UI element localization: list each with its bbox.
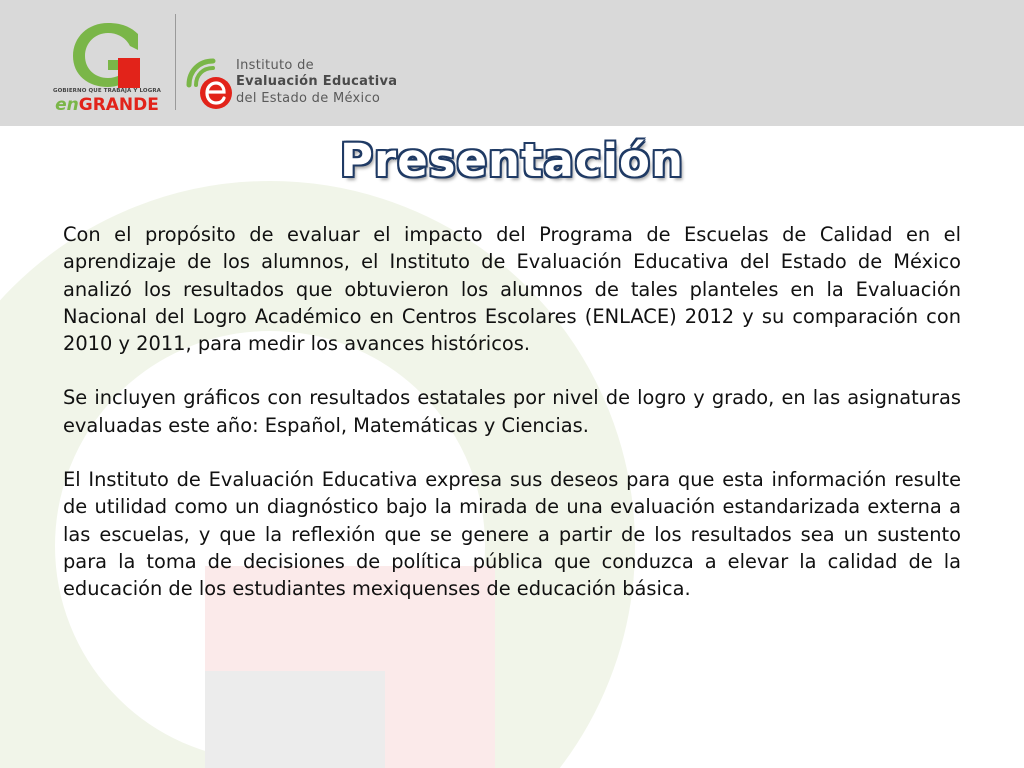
gov-logo-tagline: GOBIERNO QUE TRABAJA Y LOGRA bbox=[52, 88, 162, 94]
government-logo bbox=[46, 20, 168, 116]
institute-line-1: Instituto de bbox=[236, 58, 314, 73]
paragraph-3: El Instituto de Evaluación Educativa expresa sus deseos para que esta información resulte de utilidad como un diagnóstico bajo la mirada de una evaluación estandarizada externa a las escuelas, y que la reflexión que se genere a partir de los resultados sea un sustento para la toma de decisiones de política pública que conduzca a elevar la calidad de la educación de los estudiantes mexiquenses de educación básica. bbox=[63, 468, 961, 601]
gov-logo-brand bbox=[46, 95, 168, 115]
institute-name bbox=[236, 58, 397, 107]
paragraph-2: Se incluyen gráficos con resultados estatales por nivel de logro y grado, en las asignaturas evaluadas este año: Español, Matemáticas y Ciencias. bbox=[63, 386, 961, 437]
slide-header bbox=[0, 0, 1024, 126]
g-logo-icon bbox=[46, 20, 168, 90]
paragraph-1: Con el propósito de evaluar el impacto del Programa de Escuelas de Calidad en el aprendizaje de los alumnos, el Instituto de Evaluación Educativa del Estado de México analizó los resultados que obtuvieron los alumnos de tales planteles en la Evaluación Nacional del Logro Académico en Centros Escolares (ENLACE) 2012 y su comparación con 2010 y 2011, para medir los avances históricos. bbox=[63, 223, 961, 356]
institute-e-icon bbox=[183, 55, 233, 111]
brand-en: en bbox=[55, 95, 79, 115]
slide-body bbox=[63, 221, 961, 630]
header-divider bbox=[175, 14, 176, 110]
institute-line-2: Evaluación Educativa bbox=[236, 74, 398, 90]
slide-title: Presentación bbox=[340, 134, 684, 187]
brand-grande: GRANDE bbox=[78, 95, 159, 115]
institute-line-3: del Estado de México bbox=[236, 90, 381, 106]
